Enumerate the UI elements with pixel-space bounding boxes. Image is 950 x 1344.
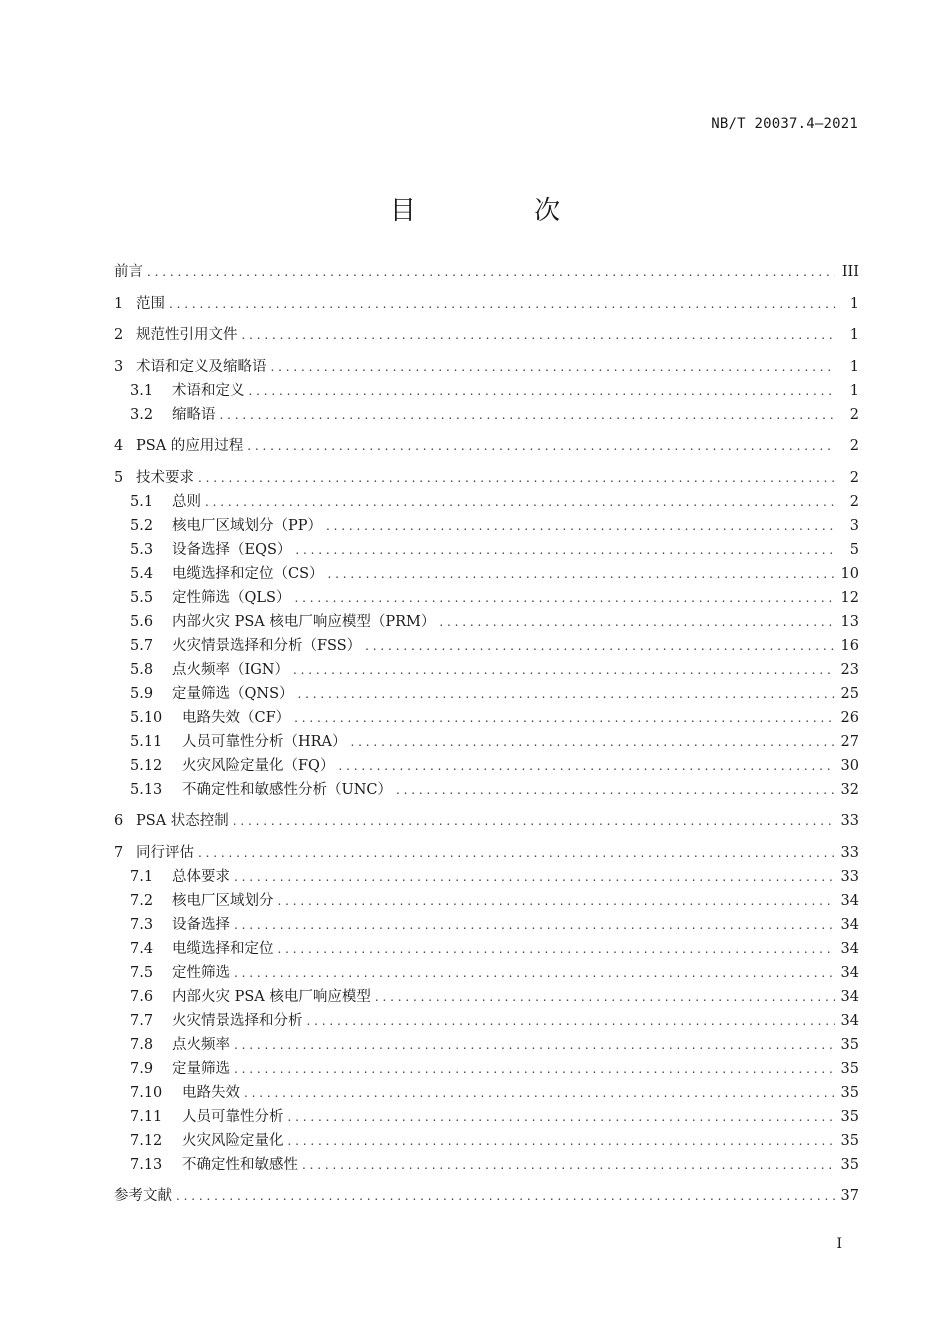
toc-entry-label: 范围 — [136, 295, 165, 312]
toc-entry-label: 总体要求 — [172, 868, 230, 885]
toc-entry[interactable] — [114, 468, 859, 488]
footer-page-number: I — [836, 1236, 842, 1252]
toc-entry-number: 5.12 — [130, 757, 163, 774]
toc-dot-leader — [351, 732, 835, 752]
toc-entry-number: 5 — [114, 469, 124, 486]
toc-dot-leader — [198, 468, 835, 488]
toc-entry[interactable] — [114, 867, 859, 887]
toc-entry-page: 34 — [840, 940, 859, 957]
toc-entry-page: 10 — [840, 565, 859, 582]
toc-entry-number: 5.10 — [130, 709, 163, 726]
toc-entry-page: 35 — [840, 1036, 859, 1053]
toc-entry-number: 3.1 — [130, 382, 154, 399]
toc-dot-leader — [205, 492, 835, 512]
toc-entry[interactable] — [114, 891, 859, 911]
toc-entry[interactable] — [114, 684, 859, 704]
toc-entry-label: PSA 的应用过程 — [136, 438, 244, 454]
toc-entry-label: 设备选择 — [172, 916, 230, 933]
toc-entry-number: 5.9 — [130, 685, 154, 702]
toc-entry-label: 电路失效（CF） — [182, 709, 291, 726]
toc-entry-page: 35 — [840, 1156, 859, 1173]
toc-dot-leader — [271, 357, 836, 377]
toc-entry-label: 电缆选择和定位（CS） — [172, 565, 324, 582]
toc-entry-number: 5.1 — [130, 493, 154, 510]
toc-dot-leader — [326, 516, 835, 536]
toc-dot-leader — [220, 405, 836, 425]
toc-dot-leader — [234, 1059, 835, 1079]
toc-entry-number: 4 — [114, 438, 124, 454]
toc-entry-label: 设备选择（EQS） — [172, 541, 292, 558]
toc-entry-number: 5.8 — [130, 661, 154, 678]
toc-entry[interactable] — [114, 325, 859, 345]
toc-entry[interactable] — [114, 1131, 859, 1151]
toc-entry-number: 3.2 — [130, 406, 154, 423]
toc-entry[interactable] — [114, 564, 859, 584]
document-code: NB/T 20037.4—2021 — [711, 116, 858, 132]
toc-entry[interactable] — [114, 540, 859, 560]
toc-entry[interactable] — [114, 708, 859, 728]
toc-entry-label: 参考文献 — [114, 1188, 172, 1204]
toc-entry-label: 火灾情景选择和分析 — [172, 1012, 303, 1029]
toc-entry-number: 5.2 — [130, 517, 154, 534]
toc-entry-label: 术语和定义 — [172, 382, 245, 399]
toc-entry-label: 火灾风险定量化 — [182, 1132, 284, 1149]
toc-entry-number: 7.11 — [130, 1108, 163, 1125]
toc-dot-leader — [288, 1107, 835, 1127]
toc-entry-label: 定性筛选 — [172, 964, 230, 981]
toc-dot-leader — [234, 915, 835, 935]
toc-entry-page: 34 — [840, 916, 859, 933]
toc-dot-leader — [302, 1155, 835, 1175]
toc-entry[interactable] — [114, 381, 859, 401]
toc-entry[interactable] — [114, 963, 859, 983]
toc-dot-leader — [294, 588, 834, 608]
toc-entry-page: 34 — [840, 892, 859, 909]
toc-entry-page: 3 — [849, 517, 859, 534]
toc-entry-number: 7 — [114, 844, 124, 861]
toc-entry[interactable] — [114, 1035, 859, 1055]
toc-dot-leader — [198, 843, 835, 863]
toc-entry[interactable] — [114, 405, 859, 425]
toc-entry[interactable] — [114, 1155, 859, 1175]
toc-entry-number: 3 — [114, 358, 124, 375]
toc-entry-page: 2 — [849, 438, 859, 454]
toc-dot-leader — [169, 294, 835, 314]
toc-entry-number: 5.11 — [130, 733, 163, 750]
toc-entry-label: 不确定性和敏感性分析（UNC） — [182, 781, 393, 798]
page-title: 目 次 — [389, 196, 616, 226]
toc-entry-page: 2 — [849, 406, 859, 423]
toc-dot-leader — [307, 1011, 835, 1031]
toc-entry-number: 5.3 — [130, 541, 154, 558]
toc-entry-label: PSA 状态控制 — [136, 813, 229, 829]
toc-entry-number: 5.4 — [130, 565, 154, 582]
toc-entry-page: 33 — [840, 813, 859, 829]
toc-entry-label: 内部火灾 PSA 核电厂响应模型 — [172, 988, 371, 1005]
toc-entry-label: 定性筛选（QLS） — [172, 589, 291, 606]
toc-entry-page: 25 — [840, 685, 859, 702]
toc-entry[interactable] — [114, 843, 859, 863]
toc-entry-page: 2 — [849, 493, 859, 510]
toc-entry-page: 33 — [840, 844, 859, 861]
toc-entry-page: 37 — [840, 1188, 859, 1204]
toc-entry-number: 7.1 — [130, 868, 154, 885]
toc-entry-number: 7.5 — [130, 964, 154, 981]
toc-entry-number: 5.7 — [130, 637, 154, 654]
toc-entry[interactable] — [114, 811, 859, 831]
toc-entry[interactable] — [114, 612, 859, 632]
toc-entry-label: 不确定性和敏感性 — [182, 1156, 298, 1173]
toc-entry-page: 35 — [840, 1084, 859, 1101]
toc-dot-leader — [439, 612, 834, 632]
toc-entry-page: 2 — [849, 469, 859, 486]
toc-entry[interactable] — [114, 516, 859, 536]
toc-dot-leader — [278, 891, 835, 911]
toc-entry-page: 32 — [840, 781, 859, 798]
toc-entry-label: 同行评估 — [136, 844, 194, 861]
toc-entry-number: 7.3 — [130, 916, 154, 933]
toc-entry-label: 电路失效 — [182, 1084, 240, 1101]
toc-entry-label: 技术要求 — [136, 469, 194, 486]
toc-entry-page: 35 — [840, 1108, 859, 1125]
toc-dot-leader — [294, 708, 834, 728]
toc-entry-number: 7.8 — [130, 1036, 154, 1053]
toc-entry-label: 点火频率 — [172, 1036, 230, 1053]
toc-entry[interactable] — [114, 294, 859, 314]
toc-entry-number: 7.9 — [130, 1060, 154, 1077]
toc-entry-label: 前言 — [114, 264, 143, 280]
toc-entry-label: 缩略语 — [172, 406, 216, 423]
toc-entry-page: 1 — [849, 358, 859, 375]
toc-entry-page: 12 — [840, 589, 859, 606]
toc-entry-page: 1 — [849, 382, 859, 399]
toc-dot-leader — [288, 1131, 835, 1151]
toc-entry-number: 5.5 — [130, 589, 154, 606]
toc-entry[interactable] — [114, 1059, 859, 1079]
toc-entry-label: 核电厂区域划分 — [172, 892, 274, 909]
toc-dot-leader — [176, 1186, 835, 1206]
toc-entry-number: 7.2 — [130, 892, 154, 909]
toc-entry-label: 核电厂区域划分（PP） — [172, 517, 323, 534]
toc-entry-number: 5.6 — [130, 613, 154, 630]
toc-entry[interactable] — [114, 492, 859, 512]
toc-dot-leader — [244, 1083, 835, 1103]
toc-entry[interactable] — [114, 436, 859, 456]
toc-dot-leader — [298, 684, 835, 704]
toc-entry-label: 定量筛选（QNS） — [172, 685, 294, 702]
toc-entry[interactable] — [114, 939, 859, 959]
toc-entry-page: 34 — [840, 1012, 859, 1029]
toc-dot-leader — [249, 381, 836, 401]
toc-entry-page: 13 — [840, 613, 859, 630]
toc-entry-number: 1 — [114, 295, 124, 312]
toc-entry-page: 33 — [840, 868, 859, 885]
toc-entry-page: 1 — [849, 295, 859, 312]
toc-dot-leader — [375, 987, 835, 1007]
toc-entry-label: 电缆选择和定位 — [172, 940, 274, 957]
toc-dot-leader — [278, 939, 835, 959]
toc-entry-label: 规范性引用文件 — [136, 327, 238, 343]
toc-entry-page: 16 — [840, 637, 859, 654]
toc-dot-leader — [234, 963, 835, 983]
toc-entry[interactable] — [114, 732, 859, 752]
toc-entry-page: 5 — [849, 541, 859, 558]
toc-entry-page: III — [841, 264, 859, 280]
toc-dot-leader — [234, 867, 835, 887]
toc-entry-label: 人员可靠性分析（HRA） — [182, 733, 347, 750]
toc-entry-page: 35 — [840, 1060, 859, 1077]
toc-dot-leader — [396, 780, 835, 800]
toc-entry-label: 术语和定义及缩略语 — [136, 358, 267, 375]
toc-entry-page: 26 — [840, 709, 859, 726]
toc-dot-leader — [242, 325, 836, 345]
toc-entry-page: 23 — [840, 661, 859, 678]
toc-entry-number: 5.13 — [130, 781, 163, 798]
toc-entry-page: 1 — [849, 327, 859, 343]
toc-entry[interactable] — [114, 1186, 859, 1206]
toc-entry[interactable] — [114, 780, 859, 800]
toc-entry-label: 人员可靠性分析 — [182, 1108, 284, 1125]
toc-entry-page: 30 — [840, 757, 859, 774]
toc-entry-number: 7.6 — [130, 988, 154, 1005]
toc-entry[interactable] — [114, 636, 859, 656]
toc-entry-label: 定量筛选 — [172, 1060, 230, 1077]
toc-entry[interactable] — [114, 588, 859, 608]
toc-entry-number: 7.12 — [130, 1132, 163, 1149]
toc-entry-number: 7.13 — [130, 1156, 163, 1173]
toc-entry[interactable] — [114, 357, 859, 377]
toc-dot-leader — [338, 756, 834, 776]
toc-entry-number: 2 — [114, 327, 124, 343]
toc-dot-leader — [295, 540, 835, 560]
toc-dot-leader — [147, 262, 835, 282]
toc-dot-leader — [328, 564, 835, 584]
toc-entry-page: 34 — [840, 964, 859, 981]
toc-entry[interactable] — [114, 987, 859, 1007]
toc-entry-number: 7.10 — [130, 1084, 163, 1101]
table-of-contents — [114, 262, 859, 1206]
toc-dot-leader — [293, 660, 835, 680]
toc-entry-page: 34 — [840, 988, 859, 1005]
toc-entry[interactable] — [114, 660, 859, 680]
toc-entry-page: 27 — [840, 733, 859, 750]
toc-entry-label: 点火频率（IGN） — [172, 661, 289, 678]
toc-entry-number: 7.4 — [130, 940, 154, 957]
toc-entry-number: 6 — [114, 813, 124, 829]
toc-entry-number: 7.7 — [130, 1012, 154, 1029]
toc-dot-leader — [365, 636, 834, 656]
toc-entry[interactable] — [114, 1083, 859, 1103]
toc-entry[interactable] — [114, 1107, 859, 1127]
toc-entry[interactable] — [114, 262, 859, 282]
toc-entry[interactable] — [114, 1011, 859, 1031]
toc-entry-label: 内部火灾 PSA 核电厂响应模型（PRM） — [172, 613, 436, 630]
toc-entry-label: 总则 — [172, 493, 201, 510]
toc-entry-label: 火灾风险定量化（FQ） — [182, 757, 335, 774]
toc-entry[interactable] — [114, 915, 859, 935]
toc-entry-page: 35 — [840, 1132, 859, 1149]
toc-dot-leader — [234, 1035, 835, 1055]
toc-entry[interactable] — [114, 756, 859, 776]
toc-entry-label: 火灾情景选择和分析（FSS） — [172, 637, 362, 654]
toc-dot-leader — [247, 436, 835, 456]
toc-dot-leader — [233, 811, 835, 831]
